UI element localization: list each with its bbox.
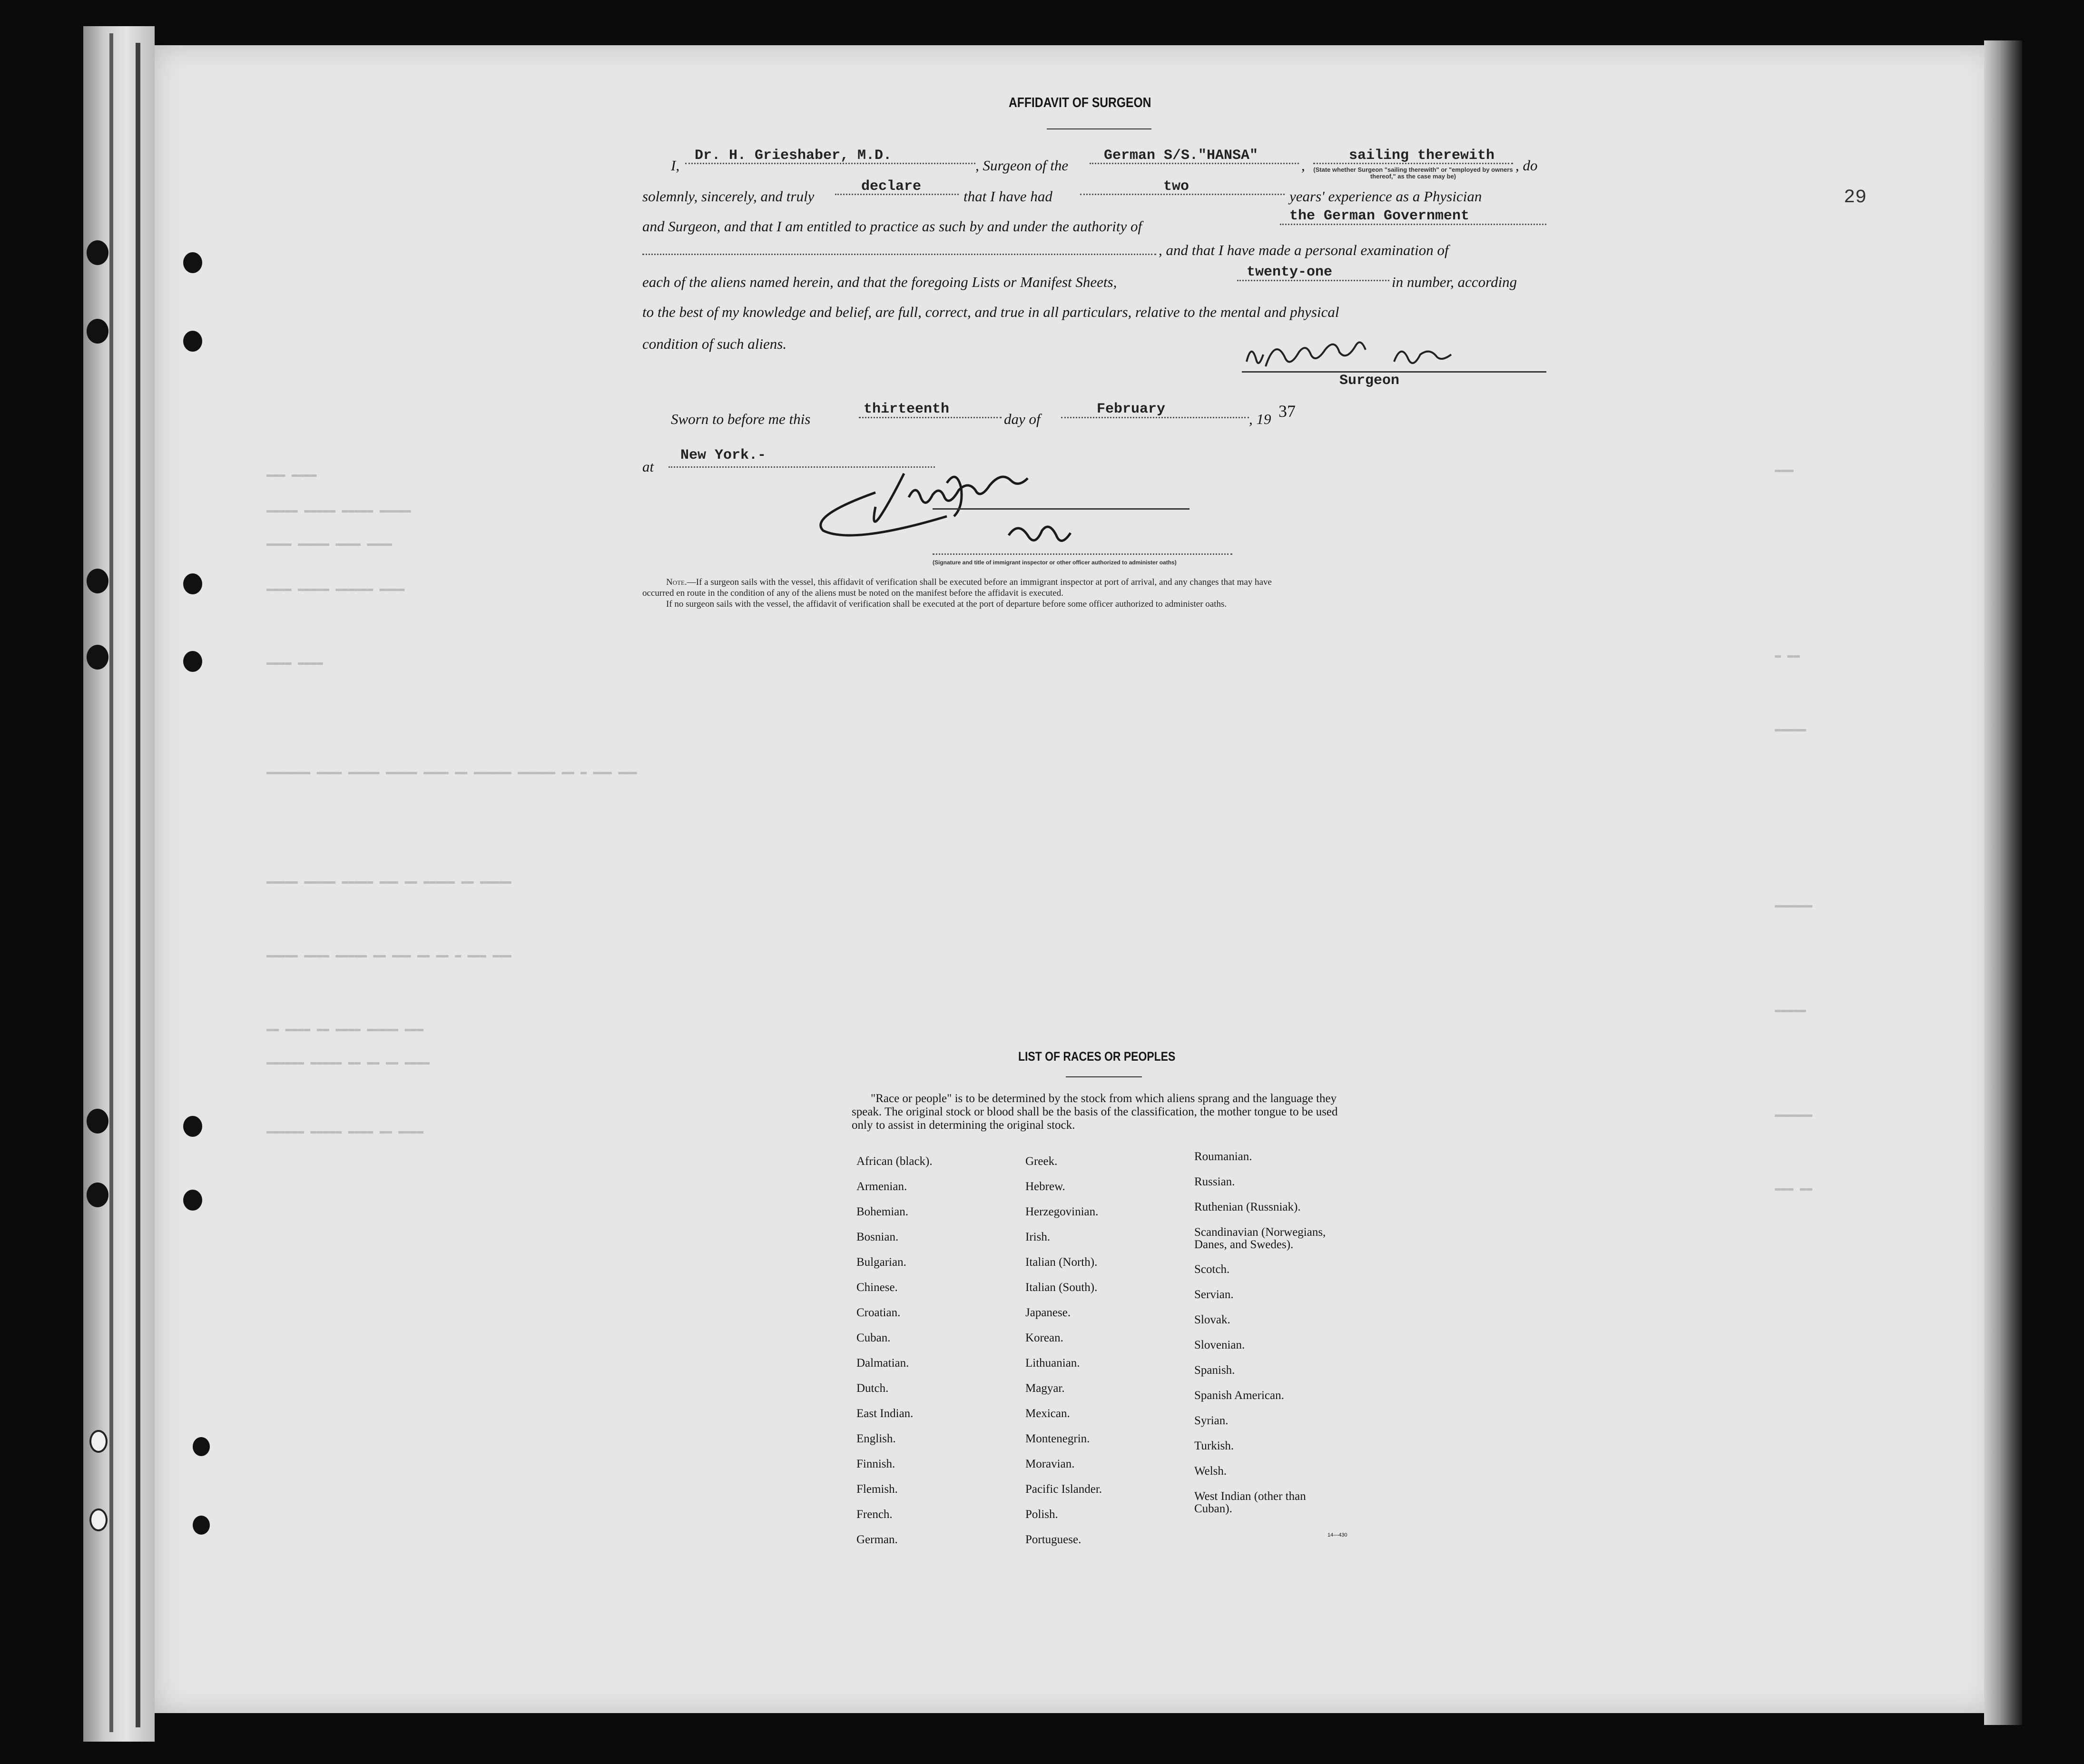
race-item: Dalmatian.: [856, 1357, 909, 1370]
affidavit-text: each of the aliens named herein, and that the foregoing Lists or Manifest Sheets,: [642, 274, 1117, 290]
punch-hole: [183, 651, 202, 672]
affidavit-text: and Surgeon, and that I am entitled to practice as such by and under the authority of: [642, 218, 1142, 235]
race-item: Korean.: [1025, 1331, 1063, 1344]
affidavit-text: I,: [671, 157, 680, 174]
fill-line: [1237, 280, 1389, 281]
race-item: Italian (South).: [1025, 1281, 1098, 1294]
punch-hole: [87, 1109, 108, 1133]
page-number: 29: [1844, 187, 1867, 208]
race-item: Pacific Islander.: [1025, 1483, 1102, 1496]
race-item: West Indian (other than Cuban).: [1194, 1490, 1306, 1515]
affidavit-text: to the best of my knowledge and belief, are full, correct, and true in all particulars, relative to the mental and physical: [642, 304, 1339, 320]
punch-hole: [87, 240, 108, 265]
affidavit-text: in number, according: [1392, 274, 1517, 290]
inspector-line: [933, 553, 1232, 555]
punch-hole: [87, 569, 108, 593]
affidavit-text: , do: [1515, 157, 1538, 174]
race-item: Welsh.: [1194, 1465, 1227, 1478]
binder-strip: [83, 26, 155, 1742]
race-item: Slovenian.: [1194, 1339, 1245, 1351]
punch-hole: [87, 319, 108, 344]
affidavit-text: ,: [1301, 157, 1305, 174]
punch-hole: [89, 1430, 108, 1453]
affidavit-text: , and that I have made a personal examination of: [1159, 242, 1449, 258]
punch-hole: [87, 645, 108, 670]
race-item: French.: [856, 1508, 893, 1521]
fill-line: [1280, 224, 1546, 225]
page-stack-edge: [1984, 40, 2022, 1725]
race-item: Ruthenian (Russniak).: [1194, 1201, 1301, 1213]
fill-line: [685, 163, 975, 164]
affidavit-text: that I have had: [963, 188, 1052, 205]
races-title-underline: [1066, 1076, 1142, 1077]
race-item: Japanese.: [1025, 1306, 1071, 1319]
note-text: —If a surgeon sails with the vessel, this affidavit of verification shall be executed before an immigrant inspector at port of arrival, and any changes that may have: [687, 577, 1272, 587]
race-item: Lithuanian.: [1025, 1357, 1080, 1370]
sworn-place-field: New York.-: [680, 447, 767, 463]
race-item: Herzegovinian.: [1025, 1205, 1099, 1218]
punch-hole: [89, 1508, 108, 1531]
races-column-2: [1025, 1155, 1102, 1559]
note-line-3: If no surgeon sails with the vessel, the affidavit of verification shall be executed at the port of departure before some officer authorized to administer oaths.: [666, 599, 1227, 609]
race-item: Bulgarian.: [856, 1256, 906, 1269]
affidavit-text: years' experience as a Physician: [1289, 188, 1482, 205]
inspector-signature: [804, 464, 1147, 564]
affidavit-text: Sworn to before me this: [671, 411, 811, 427]
race-item: Croatian.: [856, 1306, 901, 1319]
affidavit-text: condition of such aliens.: [642, 335, 787, 352]
affidavit-text: solemnly, sincerely, and truly: [642, 188, 815, 205]
punch-hole: [193, 1437, 210, 1456]
sworn-year-field: 37: [1278, 402, 1296, 421]
punch-hole: [183, 252, 202, 273]
race-item: Irish.: [1025, 1231, 1051, 1243]
vessel-field: German S/S."HANSA": [1104, 148, 1258, 164]
note-line-2: occurred en route in the condition of any of the aliens must be noted on the manifest before the affidavit is executed.: [642, 588, 1063, 598]
binder-edge: [109, 33, 113, 1732]
race-item: Chinese.: [856, 1281, 898, 1294]
race-item: Greek.: [1025, 1155, 1058, 1168]
signature-role: Surgeon: [1339, 373, 1400, 389]
surgeon-name-field: Dr. H. Grieshaber, M.D.: [695, 148, 892, 164]
race-item: Hebrew.: [1025, 1180, 1065, 1193]
race-item: English.: [856, 1432, 896, 1445]
fill-line: [1061, 417, 1249, 418]
race-item: Syrian.: [1194, 1414, 1229, 1427]
race-item: Turkish.: [1194, 1439, 1234, 1452]
title-underline: [1047, 128, 1151, 129]
races-column-3: [1194, 1151, 1337, 1516]
sailing-status-field: sailing therewith: [1349, 148, 1495, 164]
race-item: Moravian.: [1025, 1458, 1075, 1470]
race-item: Scandinavian (Norwegians, Danes, and Swedes).: [1194, 1226, 1326, 1251]
races-intro: "Race or people" is to be determined by the stock from which aliens sprang and the language they speak. The original stock or blood shall be the basis of the classification, the mother tongue to be used only to assist in determining the original stock.: [852, 1092, 1338, 1132]
race-item: Mexican.: [1025, 1407, 1070, 1420]
note-line-1: [666, 577, 1272, 588]
binder-edge: [136, 43, 140, 1727]
punch-hole: [183, 331, 202, 352]
race-item: East Indian.: [856, 1407, 914, 1420]
race-item: Dutch.: [856, 1382, 889, 1395]
race-item: Bohemian.: [856, 1205, 909, 1218]
race-item: Spanish.: [1194, 1364, 1235, 1377]
race-item: German.: [856, 1533, 898, 1546]
race-item: Scotch.: [1194, 1263, 1230, 1276]
affidavit-text: , Surgeon of the: [975, 157, 1069, 174]
inspector-caption: (Signature and title of immigrant inspector or other officer authorized to administer oaths): [933, 559, 1177, 566]
races-column-1: [856, 1155, 933, 1559]
race-item: Portuguese.: [1025, 1533, 1081, 1546]
affidavit-text: at: [642, 458, 654, 475]
punch-hole: [183, 573, 202, 594]
affidavit-text: day of: [1004, 411, 1041, 427]
sworn-day-field: thirteenth: [864, 401, 950, 417]
form-number: 14—430: [1327, 1532, 1347, 1538]
race-item: Spanish American.: [1194, 1389, 1284, 1402]
sheet-count-field: twenty-one: [1247, 264, 1333, 280]
race-item: Russian.: [1194, 1175, 1235, 1188]
years-field: two: [1163, 178, 1189, 195]
race-item: Armenian.: [856, 1180, 907, 1193]
races-title: LIST OF RACES OR PEOPLES: [1018, 1049, 1176, 1064]
race-item: Flemish.: [856, 1483, 898, 1496]
race-item: Servian.: [1194, 1288, 1234, 1301]
race-item: Magyar.: [1025, 1382, 1065, 1395]
fill-line: [642, 254, 1156, 255]
fill-line: [859, 417, 1002, 418]
race-item: African (black).: [856, 1155, 933, 1168]
race-item: Roumanian.: [1194, 1150, 1252, 1163]
fill-line: [1080, 194, 1285, 195]
punch-hole: [87, 1183, 108, 1207]
affidavit-title: AFFIDAVIT OF SURGEON: [1009, 95, 1151, 110]
race-item: Cuban.: [856, 1331, 891, 1344]
sailing-status-note: (State whether Surgeon "sailing therewith" or "employed by owners thereof," as the case may be): [1313, 166, 1513, 180]
inspector-line-top: [933, 508, 1189, 510]
race-item: Bosnian.: [856, 1231, 899, 1243]
sworn-month-field: February: [1097, 401, 1166, 417]
authority-field: the German Government: [1289, 208, 1470, 224]
declaration-field: declare: [861, 178, 922, 195]
fill-line: [1090, 163, 1299, 164]
race-item: Polish.: [1025, 1508, 1058, 1521]
race-item: Slovak.: [1194, 1313, 1230, 1326]
affidavit-text: , 19: [1249, 411, 1271, 427]
punch-hole: [193, 1516, 210, 1535]
race-item: Montenegrin.: [1025, 1432, 1090, 1445]
race-item: Italian (North).: [1025, 1256, 1098, 1269]
note-label: Note.: [666, 577, 687, 587]
fill-line: [835, 194, 959, 195]
punch-hole: [183, 1116, 202, 1137]
fill-line: [1313, 163, 1513, 164]
punch-hole: [183, 1190, 202, 1211]
race-item: Finnish.: [856, 1458, 895, 1470]
